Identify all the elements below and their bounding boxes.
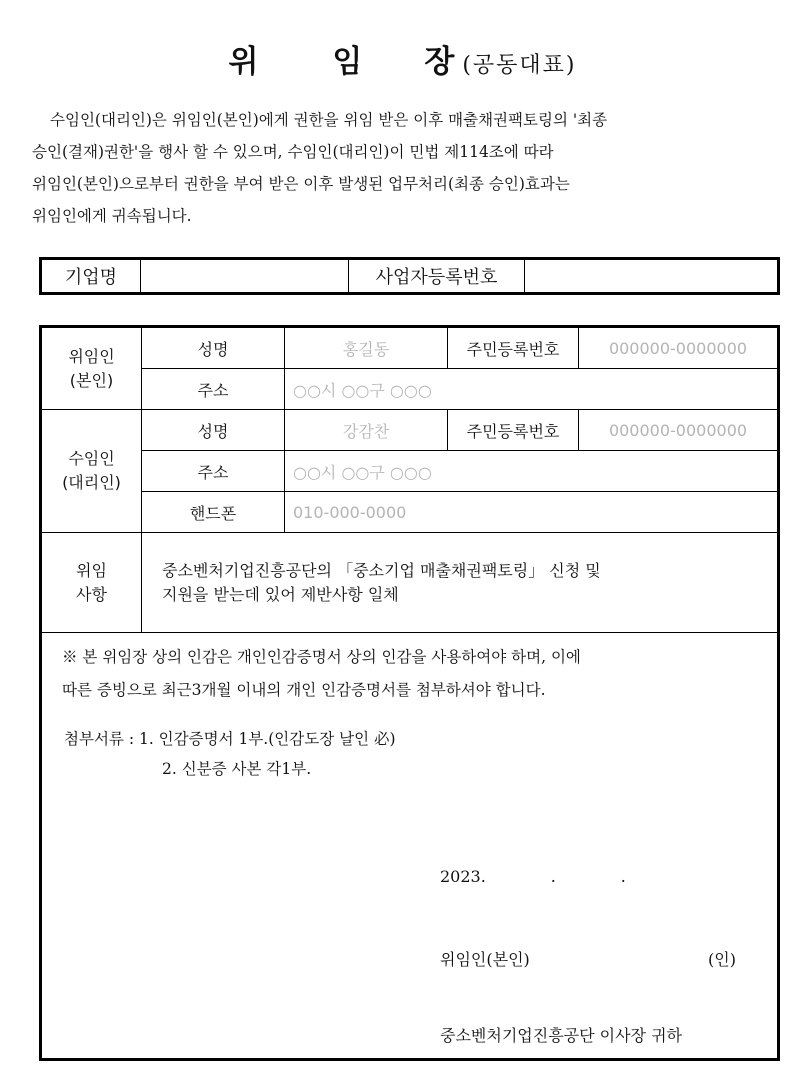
intro-line-2: 승인(결재)권한'을 행사 할 수 있으며, 수임인(대리인)이 민법 제114조에 따라: [32, 143, 554, 161]
intro-line-3: 위임인(본인)으로부터 권한을 부여 받은 이후 발생된 업무처리(최종 승인)효과는: [32, 175, 570, 193]
date-day-dot: .: [620, 867, 626, 886]
delegate-phone-field[interactable]: 010-000-0000: [285, 492, 779, 533]
intro-line-1: 수임인(대리인)은 위임인(본인)에게 권한을 위임 받은 이후 매출채권팩토링의 '최종: [50, 111, 608, 129]
delegator-header: [41, 327, 142, 410]
delegator-header-line1: 위임인: [68, 346, 115, 366]
delegation-table: [39, 325, 780, 1061]
delegator-address-field[interactable]: ○○시 ○○구 ○○○: [285, 369, 779, 410]
intro-line-4: 위임인에게 귀속됩니다.: [32, 207, 192, 225]
scope-header: [41, 533, 142, 633]
delegator-address-label: 주소: [142, 369, 285, 410]
date-month-dot: .: [550, 867, 556, 886]
delegator-name-label: 성명: [142, 327, 285, 369]
delegate-header: [41, 410, 142, 533]
scope-line-1: 중소벤처기업진흥공단의 「중소기업 매출채권팩토링」 신청 및: [162, 560, 601, 580]
signature-line: [440, 947, 736, 970]
delegate-address-field[interactable]: ○○시 ○○구 ○○○: [285, 451, 779, 492]
company-name-label: 기업명: [41, 259, 141, 294]
seal-mark: (인): [708, 950, 736, 969]
scope-line-2: 지원을 받는데 있어 제반사항 일체: [162, 584, 399, 604]
title-char-3: 장: [424, 44, 457, 80]
delegator-name-field[interactable]: 홍길동: [285, 327, 448, 369]
notice-line-1: ※ 본 위임장 상의 인감은 개인인감증명서 상의 인감을 사용하여야 하며, 이에: [62, 648, 581, 666]
scope-header-line1: 위임: [76, 560, 107, 580]
signer-label: 위임인(본인): [440, 950, 530, 969]
title-subtitle: (공동대표): [462, 53, 577, 78]
delegate-id-label: 주민등록번호: [448, 410, 579, 451]
date-year: 2023.: [440, 867, 486, 886]
notice-text: [62, 641, 762, 707]
title-char-2: 임: [332, 44, 365, 80]
delegate-header-line2: (대리인): [62, 473, 121, 492]
delegate-phone-label: 핸드폰: [142, 492, 285, 533]
date-line: [440, 867, 626, 886]
addressee: 중소벤처기업진흥공단 이사장 귀하: [440, 1026, 683, 1045]
business-reg-label: 사업자등록번호: [349, 259, 525, 294]
attachment-2: 2. 신분증 사본 각1부.: [162, 760, 312, 778]
delegator-id-label: 주민등록번호: [448, 327, 579, 369]
delegate-name-label: 성명: [142, 410, 285, 451]
scope-header-line2: 사항: [76, 584, 107, 604]
company-table: [39, 257, 780, 295]
business-reg-field[interactable]: [525, 259, 779, 294]
delegate-name-field[interactable]: 강감찬: [285, 410, 448, 451]
notes-section: [41, 633, 779, 1060]
notice-line-2: 따른 증빙으로 최근3개월 이내의 개인 인감증명서를 첨부하셔야 합니다.: [62, 681, 546, 699]
delegate-address-label: 주소: [142, 451, 285, 492]
delegate-id-field[interactable]: 000000-0000000: [579, 410, 779, 451]
intro-paragraph: [32, 104, 772, 232]
delegate-header-line1: 수임인: [68, 449, 115, 468]
attachment-1: 첨부서류 : 1. 인감증명서 1부.(인감도장 날인 必): [64, 730, 396, 748]
company-name-field[interactable]: [141, 259, 349, 294]
delegator-id-field[interactable]: 000000-0000000: [579, 327, 779, 369]
title-char-1: 위: [228, 44, 261, 80]
delegator-header-line2: (본인): [69, 370, 114, 390]
document-title: [0, 36, 805, 81]
scope-content: [142, 533, 779, 633]
